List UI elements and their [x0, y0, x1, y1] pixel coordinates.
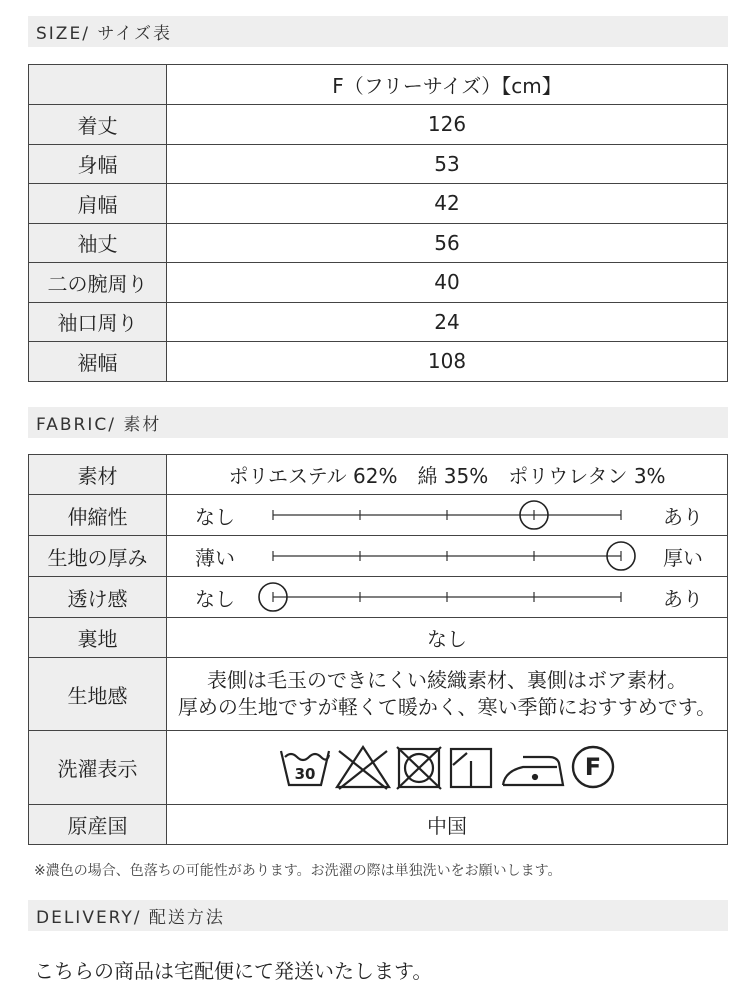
size-row-value: 24	[167, 302, 728, 342]
scale-cell	[167, 577, 728, 618]
scale-track	[251, 579, 647, 615]
size-row	[29, 223, 728, 263]
scale-left-label: 薄い	[195, 545, 235, 570]
delivery-section-title: DELIVERY/ 配送方法	[28, 900, 728, 931]
size-table-corner	[29, 65, 167, 105]
fabric-section-title: FABRIC/ 素材	[28, 407, 728, 438]
size-row	[29, 144, 728, 184]
size-section-title: SIZE/ サイズ表	[28, 16, 728, 47]
scale-row	[29, 577, 728, 618]
size-row-label: 肩幅	[29, 184, 167, 224]
size-column-header: F（フリーサイズ）【cm】	[167, 65, 728, 105]
fabric-table	[28, 454, 728, 845]
dry-clean-f-icon	[573, 747, 613, 787]
size-row-value: 108	[167, 342, 728, 382]
origin-label: 原産国	[29, 805, 167, 845]
material-label: 素材	[29, 455, 167, 495]
delivery-text: こちらの商品は宅配便にて発送いたします。	[34, 959, 433, 983]
dry-clean-letter: F	[584, 752, 602, 781]
scale-right-label: あり	[663, 586, 703, 611]
size-row-label: 身幅	[29, 144, 167, 184]
wash-temp-text: 30	[294, 764, 316, 783]
feel-label: 生地感	[29, 658, 167, 731]
size-row-label: 袖口周り	[29, 302, 167, 342]
scale-track	[251, 497, 647, 533]
scale-right-label: あり	[663, 504, 703, 529]
care-label: 洗濯表示	[29, 731, 167, 805]
size-row	[29, 105, 728, 145]
size-row	[29, 184, 728, 224]
wash-note: ※濃色の場合、色落ちの可能性があります。お洗濯の際は単独洗いをお願いします。	[34, 863, 562, 879]
size-row-label: 袖丈	[29, 223, 167, 263]
origin-value: 中国	[167, 805, 728, 845]
iron-low-icon	[503, 757, 563, 785]
size-row	[29, 302, 728, 342]
scale-row	[29, 495, 728, 536]
wash-30-icon	[281, 751, 329, 785]
scale-left-label: なし	[195, 504, 235, 529]
scale-right-label: 厚い	[663, 545, 703, 570]
scale-label: 生地の厚み	[29, 536, 167, 577]
scale-cell	[167, 495, 728, 536]
line-dry-shade-icon	[451, 749, 491, 787]
lining-value: なし	[167, 618, 728, 658]
size-table	[28, 64, 728, 382]
scale-left-label: なし	[195, 586, 235, 611]
lining-label: 裏地	[29, 618, 167, 658]
no-tumble-dry-icon	[397, 747, 441, 789]
scale-label: 透け感	[29, 577, 167, 618]
size-row-value: 56	[167, 223, 728, 263]
scale-track	[251, 538, 647, 574]
scale-row	[29, 536, 728, 577]
size-row-label: 着丈	[29, 105, 167, 145]
size-row	[29, 263, 728, 303]
size-row-label: 二の腕周り	[29, 263, 167, 303]
care-symbols	[277, 741, 617, 795]
size-row-value: 42	[167, 184, 728, 224]
size-row-label: 裾幅	[29, 342, 167, 382]
scale-cell	[167, 536, 728, 577]
scale-label: 伸縮性	[29, 495, 167, 536]
feel-line: 表側は毛玉のできにくい綾織素材、裏側はボア素材。	[207, 668, 687, 692]
feel-line: 厚めの生地ですが軽くて暖かく、寒い季節におすすめです。	[177, 695, 717, 719]
size-row-value: 40	[167, 263, 728, 303]
size-row-value: 53	[167, 144, 728, 184]
no-bleach-icon	[337, 747, 389, 789]
material-value: ポリエステル 62% 綿 35% ポリウレタン 3%	[167, 455, 728, 495]
size-row	[29, 342, 728, 382]
size-row-value: 126	[167, 105, 728, 145]
care-icons	[167, 731, 728, 805]
feel-description	[167, 658, 728, 731]
